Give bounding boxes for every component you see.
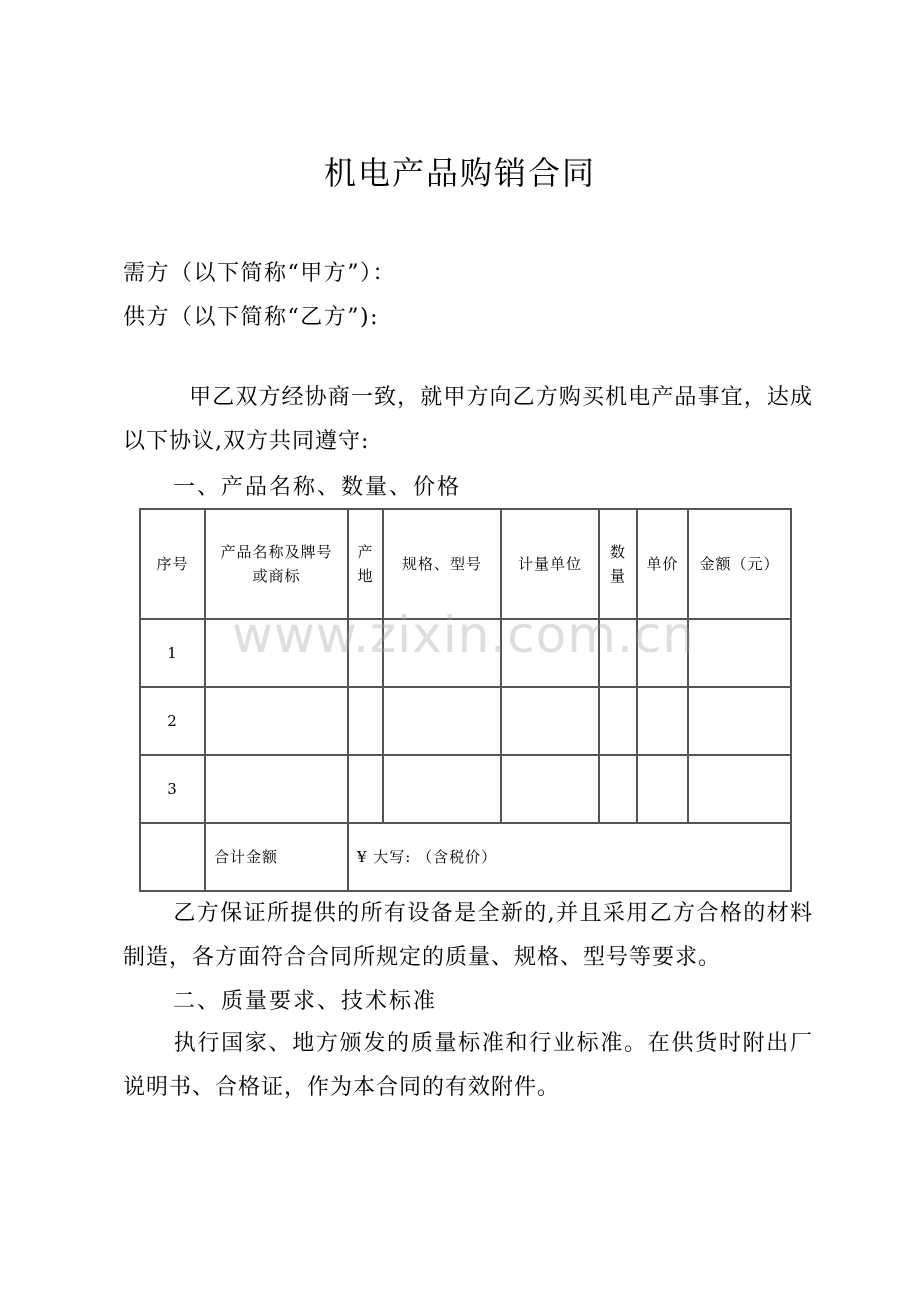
total-value: ¥ 大写: （含税价）: [348, 823, 791, 891]
intro-text: 甲乙双方经协商一致，就甲方向乙方购买机电产品事宜，达成以下协议,双方共同遵守:: [123, 385, 813, 454]
table-cell: [140, 823, 205, 891]
table-cell: [688, 619, 791, 687]
document-title: 机电产品购销合同: [323, 154, 596, 192]
table-cell: [637, 687, 688, 755]
row-no: 3: [140, 755, 205, 823]
table-cell: [348, 755, 383, 823]
table-cell: [637, 755, 688, 823]
header-unit: 计量单位: [501, 509, 599, 619]
header-origin: 产地: [348, 509, 383, 619]
row-no: 1: [140, 619, 205, 687]
table-cell: [688, 687, 791, 755]
table-cell: [599, 687, 637, 755]
table-cell: [348, 687, 383, 755]
table-cell: [501, 687, 599, 755]
intro-paragraph: [123, 376, 813, 464]
table-cell: [348, 619, 383, 687]
table-row: [140, 619, 791, 687]
table-cell: [501, 619, 599, 687]
table-cell: [205, 619, 348, 687]
header-name: 产品名称及牌号或商标: [205, 509, 348, 619]
row-no: 2: [140, 687, 205, 755]
table-total-row: [140, 823, 791, 891]
guarantee-text: 乙方保证所提供的所有设备是全新的,并且采用乙方合格的材料制造，各方面符合合同所规定的质量、规格、型号等要求。: [123, 901, 813, 970]
table-row: [140, 687, 791, 755]
seller-line: 供方（以下简称“乙方”):: [123, 305, 379, 330]
table-cell: [501, 755, 599, 823]
guarantee-paragraph: [123, 892, 813, 980]
buyer-line: 需方（以下简称“甲方”）：: [123, 261, 396, 286]
table-cell: [383, 687, 501, 755]
standards-text: 执行国家、地方颁发的质量标准和行业标准。在供货时附出厂说明书、合格证，作为本合同的有效附件。: [123, 1031, 813, 1100]
header-amount: 金额（元）: [688, 509, 791, 619]
table-cell: [637, 619, 688, 687]
product-table: [139, 508, 792, 892]
watermark: www.zixin.com.cn: [232, 606, 696, 664]
table-cell: [599, 755, 637, 823]
table-cell: [599, 619, 637, 687]
table-cell: [688, 755, 791, 823]
header-price: 单价: [637, 509, 688, 619]
header-no: 序号: [140, 509, 205, 619]
table-row: [140, 755, 791, 823]
table-cell: [383, 755, 501, 823]
table-header-row: [140, 509, 791, 619]
header-spec: 规格、型号: [383, 509, 501, 619]
total-label: 合计金额: [205, 823, 348, 891]
table-cell: [205, 755, 348, 823]
header-qty: 数量: [599, 509, 637, 619]
section-heading-1: 一、产品名称、数量、价格: [173, 475, 462, 500]
standards-paragraph: [123, 1022, 813, 1110]
section-heading-2: 二、质量要求、技术标准: [173, 989, 438, 1014]
table-cell: [383, 619, 501, 687]
table-cell: [205, 687, 348, 755]
